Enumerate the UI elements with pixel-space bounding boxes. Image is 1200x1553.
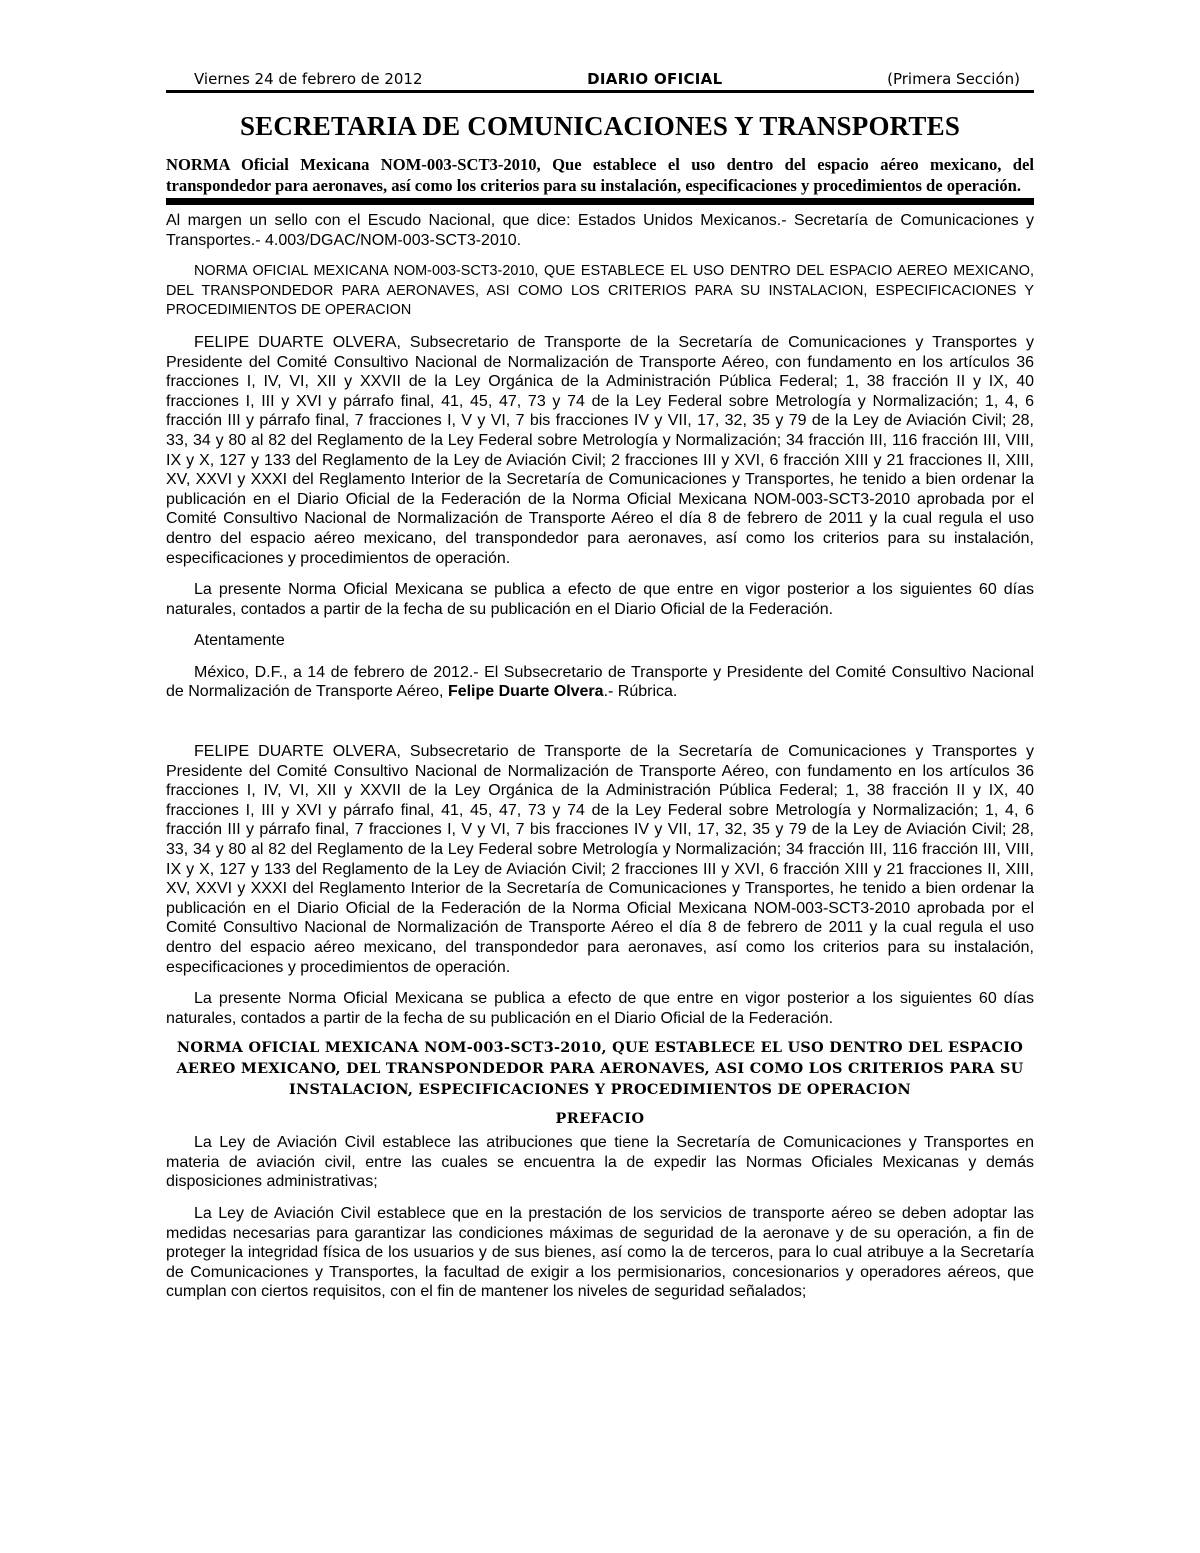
publication-note-1: La presente Norma Oficial Mexicana se publica a efecto de que entre en vigor posterior a los siguientes 60 días naturales, contados a partir de la fecha de su publicación en el Diario Oficial de la Federación. (166, 581, 1034, 618)
page-header (166, 60, 1034, 88)
header-section: (Primera Sección) (887, 70, 1020, 88)
signature-paragraph (166, 663, 1034, 702)
signature-text-before: México, D.F., a 14 de febrero de 2012.- El Subsecretario de Transporte y Presidente del Comité Consultivo Nacional de Normalización de Transporte Aéreo, (166, 663, 1034, 701)
norm-heading: NORMA OFICIAL MEXICANA NOM-003-SCT3-2010, QUE ESTABLECE EL USO DENTRO DEL ESPACIO AEREO MEXICANO, DEL TRANSPONDEDOR PARA AERONAVES, ASI COMO LOS CRITERIOS PARA SU INSTALACION, ESPECIFICACIONES Y PROCEDIMIENTOS DE OPERACION (176, 1039, 1024, 1098)
preamble-paragraph-1: FELIPE DUARTE OLVERA, Subsecretario de Transporte de la Secretaría de Comunicaciones y Transportes y Presidente del Comité Consultivo Nacional de Normalización de Transporte Aéreo, con fundamento en los artículos 36 fracciones I, IV, VI, XII y XXVII de la Ley Orgánica de la Administración Pública Federal; 1, 38 fracción II y IX, 40 fracciones I, III y XVI y párrafo final, 41, 45, 47, 73 y 74 de la Ley Federal sobre Metrología y Normalización; 1, 4, 6 fracción III y párrafo final, 7 fracciones I, V y VI, 7 bis fracciones IV y VII, 17, 32, 35 y 79 de la Ley de Aviación Civil; 28, 33, 34 y 80 al 82 del Reglamento de la Ley Federal sobre Metrología y Normalización; 34 fracción III, 116 fracción III, VIII, IX y X, 127 y 133 del Reglamento de la Ley de Aviación Civil; 2 fracciones III y XVI, 6 fracción XIII y 21 fracciones II, XIII, XV, XXVI y XXXI del Reglamento Interior de la Secretaría de Comunicaciones y Transportes, he tenido a bien ordenar la publicación en el Diario Oficial de la Federación de la Norma Oficial Mexicana NOM-003-SCT3-2010 aprobada por el Comité Consultivo Nacional de Normalización de Transporte Aéreo el día 8 de febrero de 2011 y la cual regula el uso dentro del espacio aéreo mexicano, del transpondedor para aeronaves, así como los criterios para su instalación, especificaciones y procedimientos de operación. (166, 333, 1034, 567)
header-rule (166, 90, 1034, 93)
signature-text-after: .- Rúbrica. (603, 683, 678, 701)
header-date: Viernes 24 de febrero de 2012 (194, 70, 423, 88)
atentamente: Atentamente (194, 632, 285, 650)
seal-paragraph: Al margen un sello con el Escudo Nacional, que dice: Estados Unidos Mexicanos.- Secretaría de Comunicaciones y Transportes.- 4.003/DGAC/NOM-003-SCT3-2010. (166, 212, 1034, 249)
prefacio-paragraph-1: La Ley de Aviación Civil establece las atribuciones que tiene la Secretaría de Comunicaciones y Transportes en materia de aviación civil, entre las cuales se encuentra la de expedir las Normas Oficiales Mexicanas y demás disposiciones administrativas; (166, 1134, 1034, 1191)
document-page (166, 60, 1034, 1302)
header-publication: DIARIO OFICIAL (587, 70, 723, 88)
preamble-paragraph-2: FELIPE DUARTE OLVERA, Subsecretario de Transporte de la Secretaría de Comunicaciones y Transportes y Presidente del Comité Consultivo Nacional de Normalización de Transporte Aéreo, con fundamento en los artículos 36 fracciones I, IV, VI, XII y XXVII de la Ley Orgánica de la Administración Pública Federal; 1, 38 fracción II y IX, 40 fracciones I, III y XVI y párrafo final, 41, 45, 47, 73 y 74 de la Ley Federal sobre Metrología y Normalización; 1, 4, 6 fracción III y párrafo final, 7 fracciones I, V y VI, 7 bis fracciones IV y VII, 17, 32, 35 y 79 de la Ley de Aviación Civil; 28, 33, 34 y 80 al 82 del Reglamento de la Ley Federal sobre Metrología y Normalización; 34 fracción III, 116 fracción III, VIII, IX y X, 127 y 133 del Reglamento de la Ley de Aviación Civil; 2 fracciones III y XVI, 6 fracción XIII y 21 fracciones II, XIII, XV, XXVI y XXXI del Reglamento Interior de la Secretaría de Comunicaciones y Transportes, he tenido a bien ordenar la publicación en el Diario Oficial de la Federación de la Norma Oficial Mexicana NOM-003-SCT3-2010 aprobada por el Comité Consultivo Nacional de Normalización de Transporte Aéreo el día 8 de febrero de 2011 y la cual regula el uso dentro del espacio aéreo mexicano, del transpondedor para aeronaves, así como los criterios para su instalación, especificaciones y procedimientos de operación. (166, 743, 1034, 976)
ministry-title: SECRETARIA DE COMUNICACIONES Y TRANSPORTES (239, 111, 961, 141)
publication-note-2: La presente Norma Oficial Mexicana se publica a efecto de que entre en vigor posterior a los siguientes 60 días naturales, contados a partir de la fecha de su publicación en el Diario Oficial de la Federación. (166, 990, 1034, 1027)
prefacio-paragraph-2: La Ley de Aviación Civil establece que en la prestación de los servicios de transporte aéreo se deben adoptar las medidas necesarias para garantizar las condiciones máximas de seguridad de la aeronave y de su operación, a fin de proteger la integridad física de los usuarios y de sus bienes, así como la de terceros, para lo cual atribuye a la Secretaría de Comunicaciones y Transportes, la facultad de exigir a los permisionarios, concesionarios y operadores aéreos, que cumplan con ciertos requisitos, con el fin de mantener los niveles de seguridad señalados; (166, 1204, 1034, 1301)
signatory-name: Felipe Duarte Olvera (447, 683, 604, 701)
prefacio-heading: PREFACIO (555, 1110, 645, 1128)
norm-caps-paragraph: NORMA OFICIAL MEXICANA NOM-003-SCT3-2010, QUE ESTABLECE EL USO DENTRO DEL ESPACIO AEREO MEXICANO, DEL TRANSPONDEDOR PARA AERONAVES, ASI COMO LOS CRITERIOS PARA SU INSTALACION, ESPECIFICACIONES Y PROCEDIMIENTOS DE OPERACION (166, 263, 1034, 319)
title-rule (166, 198, 1034, 205)
decree-title: NORMA Oficial Mexicana NOM-003-SCT3-2010, Que establece el uso dentro del espacio aéreo mexicano, del transpondedor para aeronaves, así como los criterios para su instalación, especificaciones y procedimientos de operación. (166, 155, 1034, 195)
